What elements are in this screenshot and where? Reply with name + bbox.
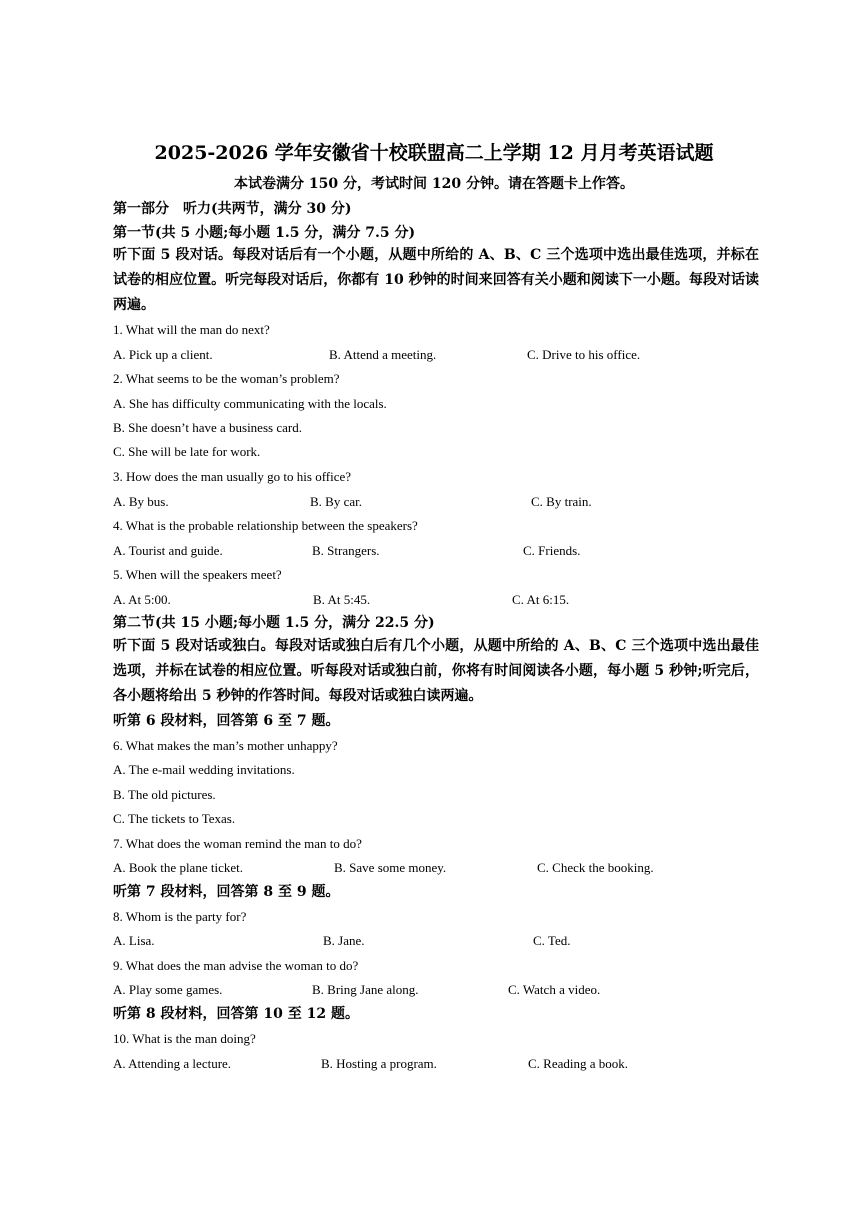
option: C. Reading a book. bbox=[528, 1056, 629, 1071]
option: C. She will be late for work. bbox=[113, 444, 261, 459]
material-heading-6: 听第 6 段材料，回答第 6 至 7 题。 bbox=[113, 713, 340, 729]
question-stem: 10. What is the man doing? bbox=[113, 1031, 256, 1046]
option: A. Attending a lecture. bbox=[113, 1056, 232, 1071]
option: B. At 5:45. bbox=[313, 592, 371, 607]
part1-heading: 第一部分 听力(共两节，满分 30 分) bbox=[113, 201, 352, 217]
option: A. Play some games. bbox=[113, 982, 223, 997]
option: B. The old pictures. bbox=[113, 787, 216, 802]
option: A. Lisa. bbox=[113, 933, 155, 948]
option: C. Watch a video. bbox=[508, 982, 601, 997]
option: C. The tickets to Texas. bbox=[113, 811, 236, 826]
question-stem: 1. What will the man do next? bbox=[113, 322, 270, 337]
option: B. Jane. bbox=[323, 933, 365, 948]
option: B. Bring Jane along. bbox=[312, 982, 419, 997]
material-heading-8: 听第 8 段材料，回答第 10 至 12 题。 bbox=[113, 1006, 359, 1022]
question-stem: 9. What does the man advise the woman to do? bbox=[113, 958, 359, 973]
option: A. Book the plane ticket. bbox=[113, 860, 243, 875]
exam-info: 本试卷满分 150 分，考试时间 120 分钟。请在答题卡上作答。 bbox=[234, 176, 634, 192]
option: B. By car. bbox=[310, 494, 362, 509]
section2-heading: 第二节(共 15 小题;每小题 1.5 分，满分 22.5 分) bbox=[113, 615, 435, 631]
option: B. Strangers. bbox=[312, 543, 380, 558]
option: B. Hosting a program. bbox=[321, 1056, 437, 1071]
page-title: 2025-2026 学年安徽省十校联盟高二上学期 12 月月考英语试题 bbox=[154, 142, 714, 164]
option: A. Pick up a client. bbox=[113, 347, 213, 362]
option: B. She doesn’t have a business card. bbox=[113, 420, 302, 435]
question-stem: 3. How does the man usually go to his office? bbox=[113, 469, 352, 484]
option: B. Save some money. bbox=[334, 860, 447, 875]
option: A. At 5:00. bbox=[113, 592, 171, 607]
question-stem: 4. What is the probable relationship between the speakers? bbox=[113, 518, 418, 533]
question-stem: 2. What seems to be the woman’s problem? bbox=[113, 371, 340, 386]
question-stem: 7. What does the woman remind the man to do? bbox=[113, 836, 362, 851]
option: C. Drive to his office. bbox=[527, 347, 641, 362]
option: C. At 6:15. bbox=[512, 592, 570, 607]
option: A. She has difficulty communicating with the locals. bbox=[113, 396, 387, 411]
question-stem: 5. When will the speakers meet? bbox=[113, 567, 282, 582]
option: C. Ted. bbox=[533, 933, 571, 948]
section2-instructions: 听下面 5 段对话或独白。每段对话或独白后有几个小题，从题中所给的 A、B、C 三个选项中选出最佳选项，并标在试卷的相应位置。听每段对话或独白前，你将有时间阅读各小题，每小题 5 秒钟;听完后，各小题将给出 5 秒钟的作答时间。每段对话或独白读两遍。 bbox=[113, 638, 759, 704]
section1-heading: 第一节(共 5 小题;每小题 1.5 分，满分 7.5 分) bbox=[113, 225, 416, 241]
option: A. By bus. bbox=[113, 494, 169, 509]
option: C. By train. bbox=[531, 494, 592, 509]
option: C. Friends. bbox=[523, 543, 581, 558]
section1-instructions: 听下面 5 段对话。每段对话后有一个小题，从题中所给的 A、B、C 三个选项中选出最佳选项，并标在试卷的相应位置。听完每段对话后，你都有 10 秒钟的时间来回答有关小题和阅读下一小题。每段对话读两遍。 bbox=[113, 247, 759, 313]
option: C. Check the booking. bbox=[537, 860, 654, 875]
material-heading-7: 听第 7 段材料，回答第 8 至 9 题。 bbox=[113, 884, 340, 900]
question-stem: 6. What makes the man’s mother unhappy? bbox=[113, 738, 338, 753]
option: B. Attend a meeting. bbox=[329, 347, 437, 362]
option: A. Tourist and guide. bbox=[113, 543, 223, 558]
question-stem: 8. Whom is the party for? bbox=[113, 909, 247, 924]
option: A. The e-mail wedding invitations. bbox=[113, 762, 295, 777]
